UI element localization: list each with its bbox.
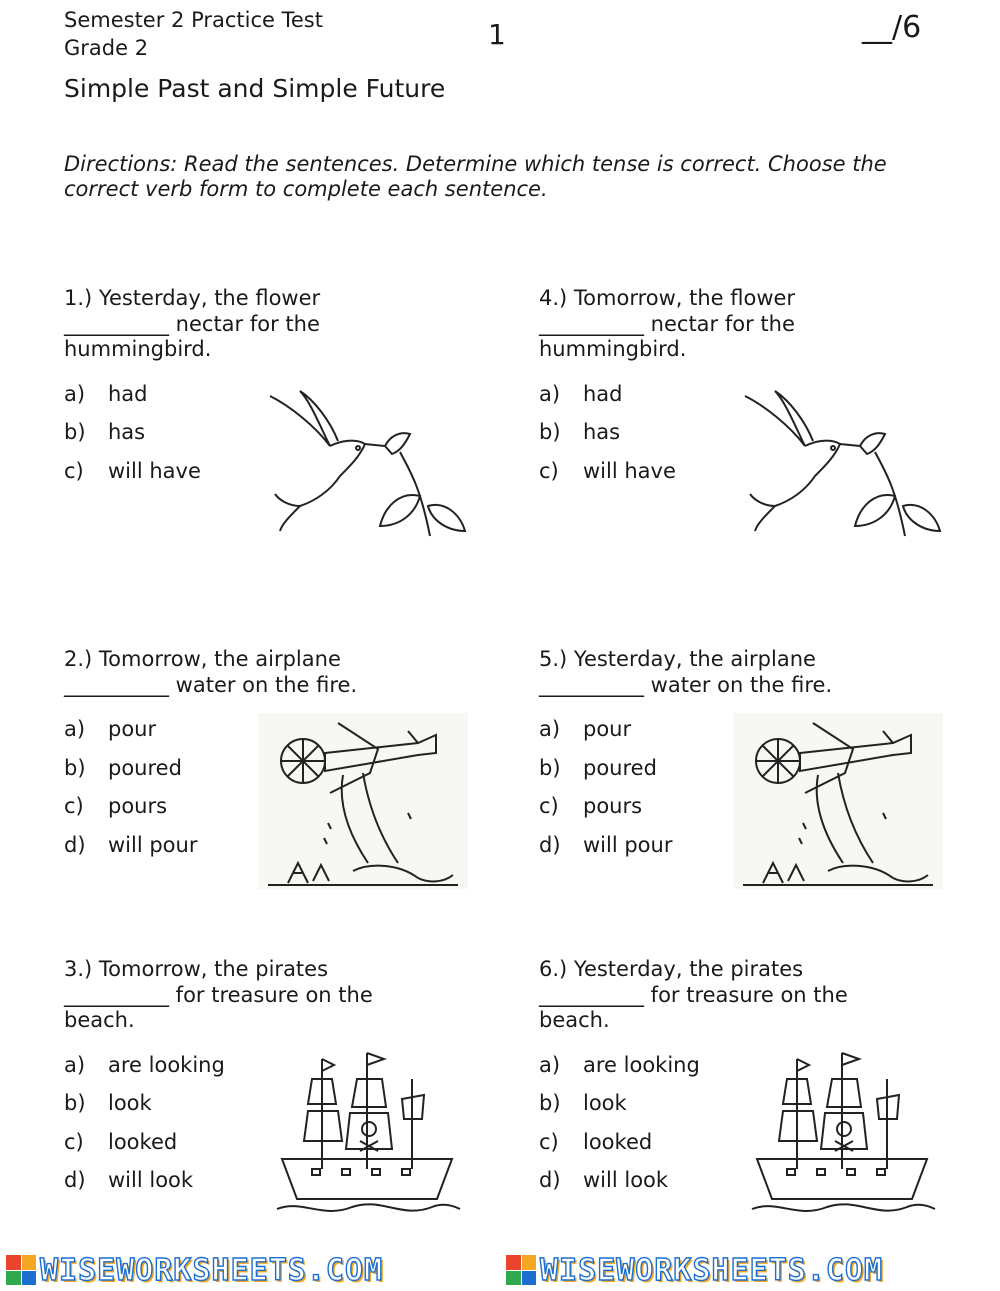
option-letter: b) [539, 755, 561, 780]
question-1 [64, 286, 494, 616]
option-letter: a) [539, 717, 561, 741]
option-letter: b) [64, 420, 86, 444]
option-text: look [583, 1091, 627, 1115]
question-stem: 3.) Tomorrow, the pirates __________ for treasure on the beach. [64, 957, 373, 1032]
hummingbird-illustration [735, 386, 945, 546]
question-5 [539, 647, 969, 977]
option-text: had [108, 381, 148, 406]
option-letter: b) [539, 1091, 561, 1115]
option-text: looked [583, 1129, 653, 1154]
option-text: will have [108, 458, 201, 483]
watermark [0, 1252, 500, 1288]
option-letter: b) [64, 755, 86, 780]
option-letter: a) [64, 717, 86, 741]
watermark-footer [0, 1252, 1000, 1288]
option-letter: c) [64, 794, 84, 818]
watermark [500, 1252, 1000, 1288]
option-text: are looking [583, 1052, 700, 1077]
page-number: 1 [488, 18, 506, 51]
question-stem: 1.) Yesterday, the flower __________ nectar for the hummingbird. [64, 286, 321, 361]
test-title-line: Semester 2 Practice Test [64, 8, 323, 32]
option-text: looked [108, 1129, 178, 1154]
option-letter: c) [539, 458, 559, 483]
option-text: will pour [108, 832, 198, 857]
option-letter: b) [64, 1091, 86, 1115]
score-field: __/6 [862, 10, 922, 45]
option-letter: d) [64, 832, 86, 857]
worksheet-title: Simple Past and Simple Future [64, 74, 446, 103]
grade-line: Grade 2 [64, 36, 149, 60]
option-text: will look [583, 1168, 669, 1192]
airplane-illustration [733, 713, 943, 889]
option-text: will pour [583, 832, 673, 857]
pirate-ship-illustration [272, 1049, 462, 1225]
option-text: poured [583, 755, 657, 780]
option-text: pour [108, 717, 157, 741]
option-letter: c) [64, 458, 84, 483]
option-text: look [108, 1091, 152, 1115]
option-letter: c) [539, 1129, 559, 1154]
question-3 [64, 957, 494, 1287]
question-stem: 6.) Yesterday, the pirates __________ for treasure on the beach. [539, 957, 848, 1032]
option-text: pour [583, 717, 632, 741]
pirate-ship-illustration [747, 1049, 937, 1225]
question-6 [539, 957, 969, 1287]
option-text: will have [583, 458, 676, 483]
option-text: are looking [108, 1052, 225, 1077]
option-letter: c) [64, 1129, 84, 1154]
wiseworksheets-logo-icon [506, 1255, 536, 1285]
option-letter: b) [539, 420, 561, 444]
option-letter: d) [539, 1168, 561, 1192]
option-text: will look [108, 1168, 194, 1192]
option-text: has [583, 420, 621, 444]
question-4 [539, 286, 969, 616]
directions: Directions: Read the sentences. Determine which tense is correct. Choose the correct verb form to complete each sentence. [64, 152, 887, 201]
option-letter: c) [539, 794, 559, 818]
option-text: pours [108, 794, 168, 818]
watermark-text: WISEWORKSHEETS.COM [540, 1252, 884, 1288]
option-letter: a) [64, 381, 86, 406]
question-stem: 5.) Yesterday, the airplane __________ water on the fire. [539, 647, 833, 697]
question-stem: 2.) Tomorrow, the airplane __________ water on the fire. [64, 647, 358, 697]
question-2 [64, 647, 494, 977]
option-letter: d) [64, 1168, 86, 1192]
option-letter: a) [539, 1052, 561, 1077]
option-text: has [108, 420, 146, 444]
option-text: pours [583, 794, 643, 818]
option-text: poured [108, 755, 182, 780]
option-letter: a) [64, 1052, 86, 1077]
watermark-text: WISEWORKSHEETS.COM [40, 1252, 384, 1288]
option-text: had [583, 381, 623, 406]
question-stem: 4.) Tomorrow, the flower __________ nectar for the hummingbird. [539, 286, 796, 361]
option-letter: a) [539, 381, 561, 406]
hummingbird-illustration [260, 386, 470, 546]
airplane-illustration [258, 713, 468, 889]
wiseworksheets-logo-icon [6, 1255, 36, 1285]
option-letter: d) [539, 832, 561, 857]
